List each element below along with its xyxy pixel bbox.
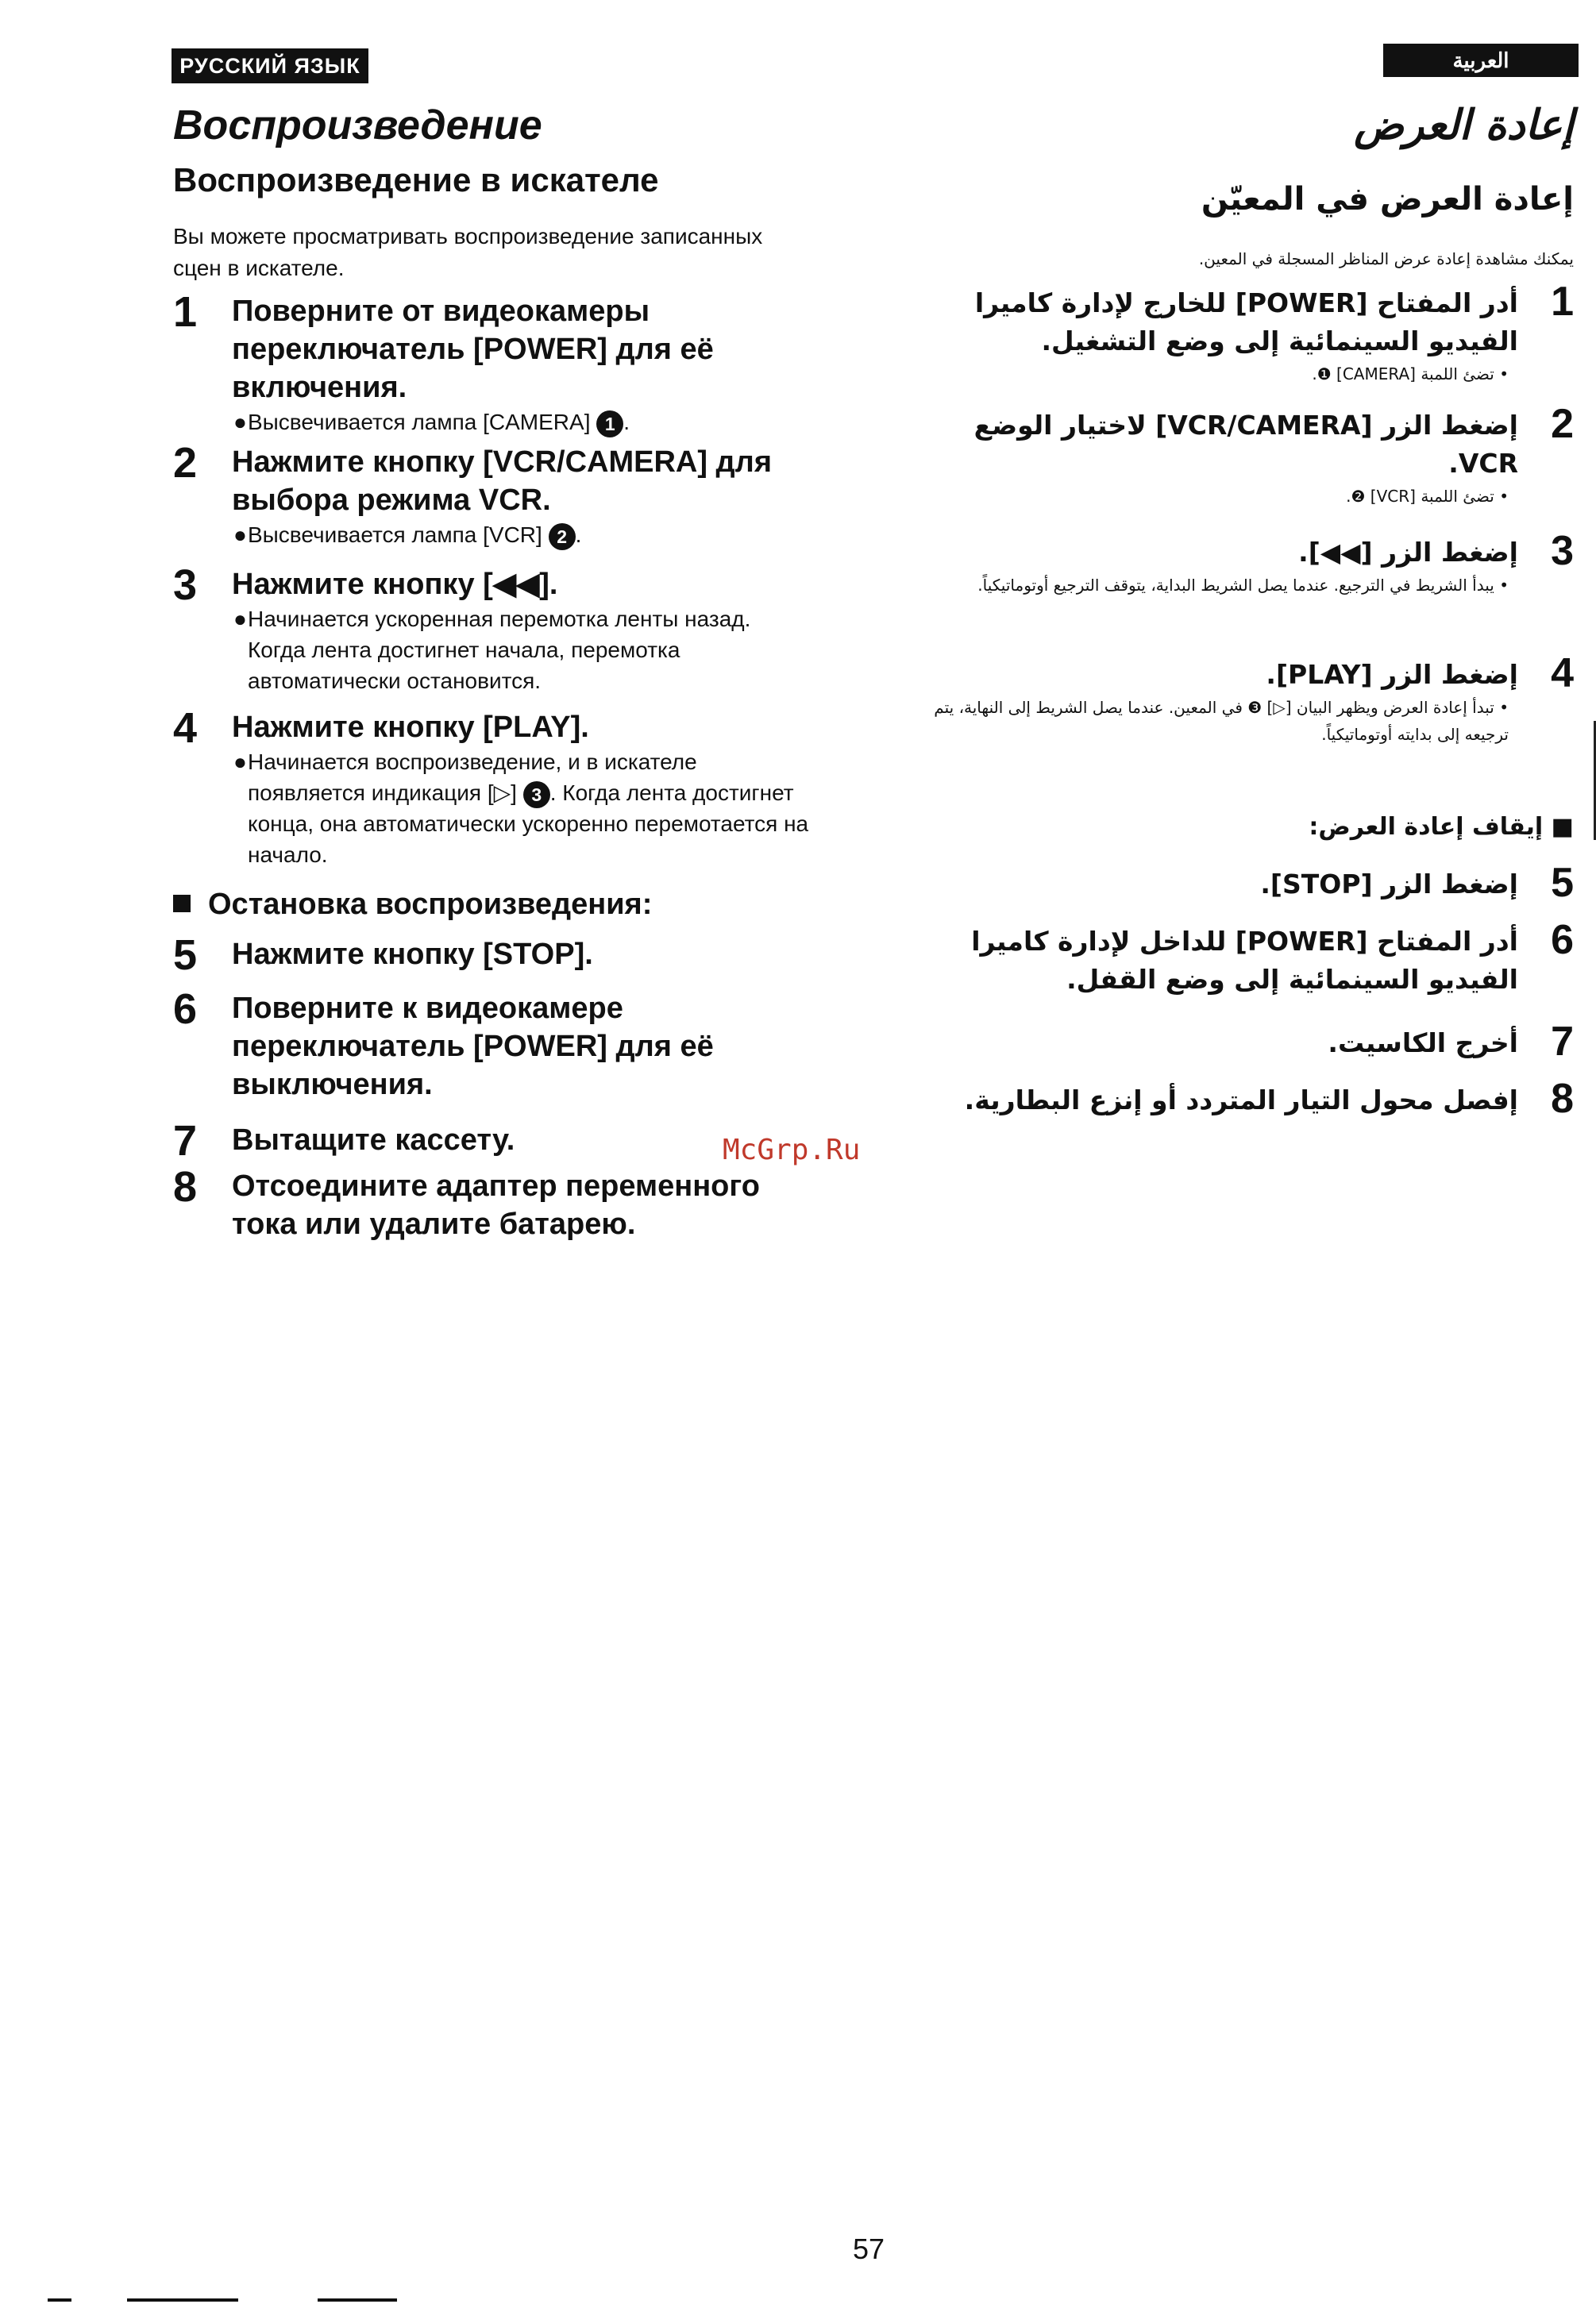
step-instruction: Нажмите кнопку [STOP]. (232, 938, 593, 971)
step-note: ● Начинается воспроизведение, и в искателе появляется индикация [▷] 3 . Когда лента достигнет конца, она автоматически ускоренно перемотается на начало. (233, 749, 809, 867)
arabic-step-6 (923, 917, 1574, 999)
step-note: ● Начинается ускоренная перемотка ленты назад. Когда лента достигнет начала, перемотка автоматически остановится. (233, 607, 751, 693)
step-note: • تضئ اللمبة [VCR] ❷. (1346, 487, 1509, 506)
step-number: 5 (173, 931, 198, 979)
callout-badge-1: 1 (596, 410, 623, 437)
arabic-step-3 (923, 528, 1574, 599)
arabic-step-2 (923, 401, 1574, 510)
step-instruction: Нажмите кнопку [VCR/CAMERA] для выбора режима VCR. (232, 445, 772, 517)
arabic-step-4 (923, 650, 1574, 748)
scan-edge-line (48, 2298, 71, 2302)
step-4 (173, 704, 832, 870)
step-number: 3 (1551, 528, 1574, 574)
step-number: 2 (173, 439, 198, 487)
watermark: McGrp.Ru (723, 1134, 861, 1166)
step-number: 7 (173, 1117, 198, 1165)
step-instruction: Поверните к видеокамере переключатель [POWER] для её выключения. (232, 992, 714, 1101)
step-2 (173, 439, 832, 550)
page-title: Воспроизведение (173, 102, 542, 148)
arabic-stop-heading: ■ إيقاف إعادة العرض: (1309, 813, 1574, 841)
step-note: • تبدأ إعادة العرض ويظهر البيان [▷] ❸ في المعين. عندما يصل الشريط إلى النهاية، يتم ترجيعه إلى بدايته أوتوماتيكياً. (934, 698, 1509, 744)
step-instruction: إضغط الزر [PLAY]. (1266, 659, 1518, 690)
square-bullet-icon (173, 895, 191, 912)
step-instruction: Нажмите кнопку [PLAY]. (232, 711, 589, 744)
step-number: 8 (173, 1163, 198, 1211)
step-instruction: إضغط الزر [◀◀]. (1298, 537, 1518, 568)
step-number: 4 (173, 704, 198, 752)
step-number: 1 (173, 288, 198, 336)
intro-text: Вы можете просматривать воспроизведение записанных сцен в искателе. (173, 224, 763, 280)
arabic-step-8 (923, 1076, 1574, 1122)
step-instruction: Вытащите кассету. (232, 1123, 515, 1157)
step-instruction: أدر المفتاح [POWER] للداخل لإدارة كاميرا الفيديو السينمائية إلى وضع القفل. (971, 926, 1518, 995)
arabic-step-1 (923, 279, 1574, 387)
step-3 (173, 561, 832, 696)
step-number: 8 (1551, 1076, 1574, 1122)
step-number: 5 (1551, 860, 1574, 906)
language-badge-arabic: العربية (1383, 44, 1579, 77)
step-instruction: إضغط الزر [STOP]. (1260, 869, 1518, 900)
step-note: • يبدأ الشريط في الترجيع. عندما يصل الشريط البداية، يتوقف الترجيع أوتوماتيكياً. (977, 576, 1509, 595)
stop-heading: Остановка воспроизведения: (173, 888, 652, 922)
step-instruction: Нажмите кнопку [◀◀]. (232, 568, 558, 601)
scan-edge-line (127, 2298, 238, 2302)
arabic-step-5 (923, 860, 1574, 906)
step-8 (173, 1163, 832, 1243)
step-number: 2 (1551, 401, 1574, 447)
step-note: ● Высвечивается лампа [VCR] 2 . (248, 519, 832, 550)
step-instruction: Отсоедините адаптер переменного тока или удалите батарею. (232, 1169, 760, 1241)
arabic-section-subtitle: إعادة العرض في المعيّن (1201, 181, 1574, 218)
scan-edge-line (318, 2298, 397, 2302)
callout-badge-2: 2 (549, 523, 576, 550)
step-instruction: أدر المفتاح [POWER] للخارج لإدارة كاميرا الفيديو السينمائية إلى وضع التشغيل. (974, 287, 1518, 356)
step-number: 6 (173, 985, 198, 1033)
step-number: 7 (1551, 1019, 1574, 1065)
step-instruction: إضغط الزر [VCR/CAMERA] لاختيار الوضع VCR. (973, 410, 1518, 479)
step-number: 1 (1551, 279, 1574, 325)
step-instruction: إفصل محول التيار المتردد أو إنزع البطارية. (964, 1085, 1518, 1115)
step-instruction: Поверните от видеокамеры переключатель [POWER] для её включения. (232, 295, 714, 404)
callout-badge-3: 3 (523, 781, 550, 808)
step-note: • تضئ اللمبة [CAMERA] ❶. (1312, 364, 1509, 383)
arabic-intro-text: يمكنك مشاهدة إعادة عرض المناظر المسجلة في المعين. (1198, 249, 1574, 268)
step-instruction: أخرج الكاسيت. (1328, 1027, 1518, 1058)
step-1 (173, 288, 832, 437)
step-note: ● Высвечивается лампа [CAMERA] 1 . (248, 406, 832, 437)
step-5 (173, 931, 832, 979)
step-number: 6 (1551, 917, 1574, 963)
arabic-step-7 (923, 1019, 1574, 1065)
language-badge-russian: РУССКИЙ ЯЗЫК (172, 48, 368, 83)
step-number: 4 (1551, 650, 1574, 696)
arabic-page-title: إعادة العرض (1354, 102, 1574, 149)
step-6 (173, 985, 832, 1104)
step-number: 3 (173, 561, 198, 609)
page-number: 57 (853, 2233, 885, 2265)
section-subtitle: Воспроизведение в искателе (173, 161, 659, 198)
